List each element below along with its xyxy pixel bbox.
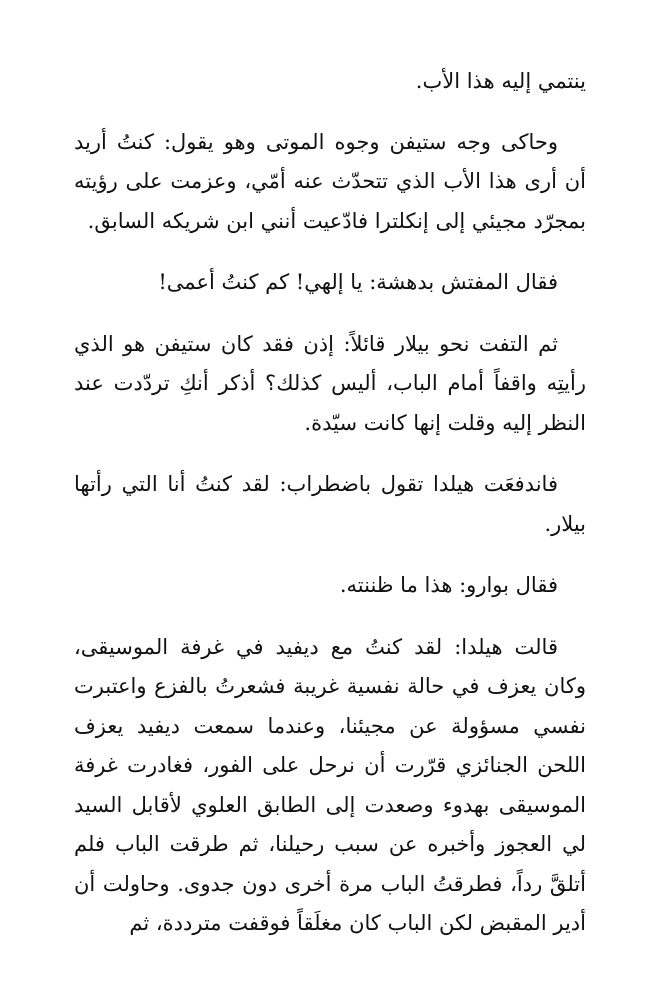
paragraph-7: قالت هيلدا: لقد كنتُ مع ديفيد في غرفة الموسيقى، وكان يعزف في حالة نفسية غريبة فشعرتُ بالفزع واعتبرت نفسي مسؤولة عن مجيئنا، وعندما سمعت ديفيد يعزف اللحن الجنائزي قرّرت أن نرحل على الفور، فغادرت غرفة الموسيقى بهدوء وصعدت إلى الطابق العلوي لأقابل السيد لي العجوز وأخبره عن سبب رحيلنا، ثم طرقت الباب فلم أتلقَّ رداً، فطرقتُ الباب مرة أخرى دون جدوى. وحاولت أن أدير المقبض لكن الباب كان مغلَقاً فوقفت مترددة، ثم xyxy=(74,634,586,935)
paragraph-4: ثم التفت نحو بيلار قائلاً: إذن فقد كان ستيفن هو الذي رأيتِه واقفاً أمام الباب، أليس كذلك؟ أذكر أنكِ تردّدت عند النظر إليه وقلت إنها كانت سيّدة. xyxy=(74,331,586,435)
paragraph-1: ينتمي إليه هذا الأب. xyxy=(415,69,586,93)
paragraph-3: فقال المفتش بدهشة: يا إلهي! كم كنتُ أعمى! xyxy=(158,270,558,294)
paragraph-5: فاندفعَت هيلدا تقول باضطراب: لقد كنتُ أنا التي رأتها بيلار. xyxy=(74,472,586,536)
book-page xyxy=(74,62,586,992)
paragraph-6: فقال بوارو: هذا ما ظننته. xyxy=(339,573,558,597)
paragraph-2: وحاكى وجه ستيفن وجوه الموتى وهو يقول: كنتُ أريد أن أرى هذا الأب الذي تتحدّث عنه أمّي، وعزمت على رؤيته بمجرّد مجيئي إلى إنكلترا فادّعيت أنني ابن شريكه السابق. xyxy=(74,129,586,233)
